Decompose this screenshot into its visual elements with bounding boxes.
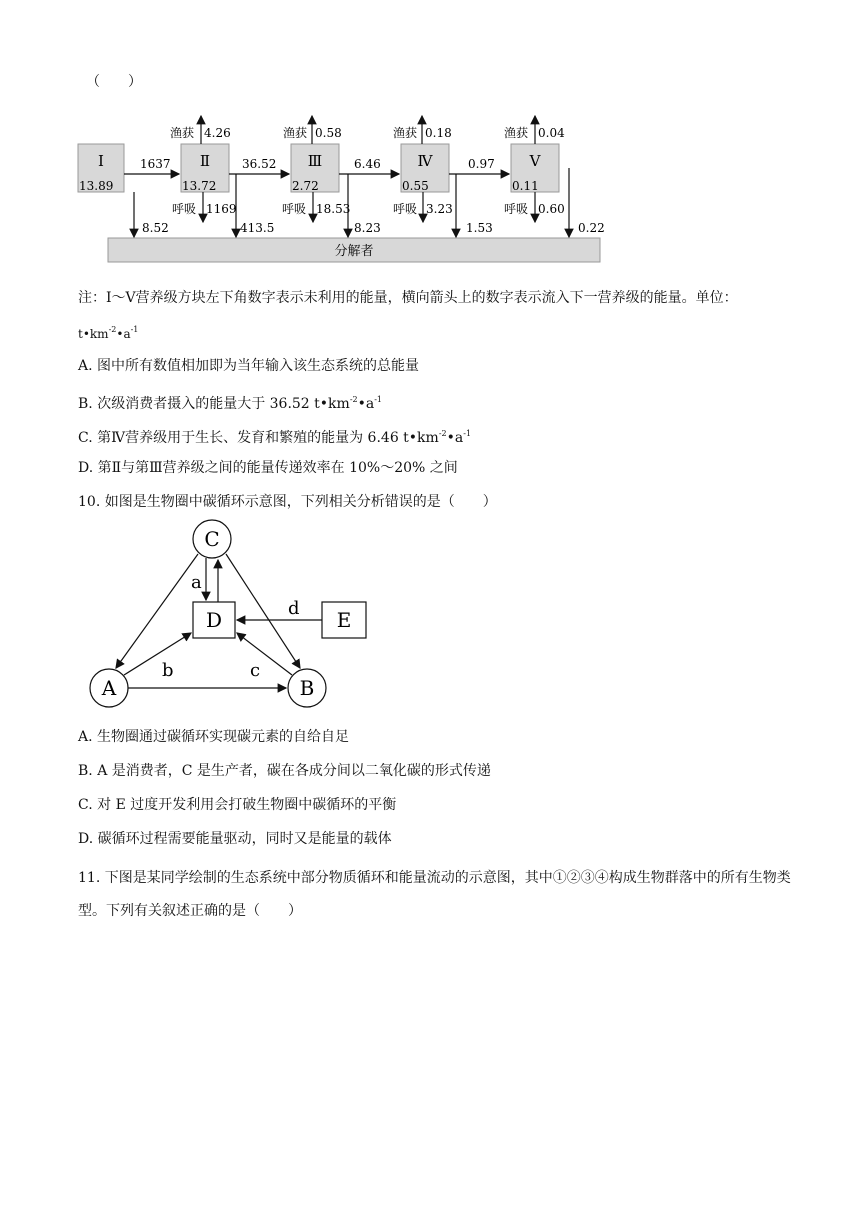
decomp-5: 0.22 — [578, 221, 605, 235]
catch-5: 0.04 — [538, 126, 565, 140]
catch-2: 4.26 — [204, 126, 231, 140]
q10-option-d: D. 碳循环过程需要能量驱动，同时又是能量的载体 — [78, 831, 392, 847]
svg-text:渔获: 渔获 — [283, 126, 308, 140]
top-bracket: （ ） — [86, 74, 142, 90]
svg-text:渔获: 渔获 — [170, 126, 195, 140]
edge-label-c: c — [250, 660, 261, 681]
resp-3: 18.53 — [316, 202, 351, 216]
q10-option-b: B. A 是消费者，C 是生产者，碳在各成分间以二氧化碳的形式传递 — [78, 763, 491, 779]
level-5-box — [511, 144, 559, 193]
svg-text:呼吸: 呼吸 — [172, 202, 197, 216]
edge-label-a: a — [191, 572, 202, 593]
svg-text:呼吸: 呼吸 — [504, 202, 529, 216]
decomp-4: 1.53 — [466, 221, 493, 235]
svg-text:Ⅱ: Ⅱ — [199, 152, 211, 170]
edge-label-d: d — [288, 598, 300, 619]
q9-option-b: B. 次级消费者摄入的能量大于 36.52 $t•km^{-2}•a^{-1}$ — [78, 395, 383, 412]
level-2-unused: 13.72 — [182, 179, 217, 193]
level-3-unused: 2.72 — [292, 179, 319, 193]
catch-4: 0.18 — [425, 126, 452, 140]
svg-text:C: C — [204, 527, 220, 551]
flow-2-3: 36.52 — [242, 157, 277, 171]
svg-text:渔获: 渔获 — [393, 126, 418, 140]
svg-text:Ⅰ: Ⅰ — [98, 152, 104, 170]
edge-label-b: b — [162, 660, 174, 681]
resp-2: 1169 — [206, 202, 237, 216]
q9-option-d: D. 第Ⅱ与第Ⅲ营养级之间的能量传递效率在 10%～20% 之间 — [78, 460, 458, 476]
diagram-note: 注：Ⅰ～Ⅴ营养级方块左下角数字表示未利用的能量，横向箭头上的数字表示流入下一营养级的能量。单位： — [78, 290, 738, 306]
svg-text:Ⅳ: Ⅳ — [417, 152, 433, 170]
level-2-box — [181, 144, 229, 193]
svg-text:Ⅲ: Ⅲ — [307, 152, 323, 170]
q9-option-a: A. 图中所有数值相加即为当年输入该生态系统的总能量 — [78, 358, 420, 374]
level-5-unused: 0.11 — [512, 179, 539, 193]
q11-stem: 11. 下图是某同学绘制的生态系统中部分物质循环和能量流动的示意图，其中①②③④构成生物群落中的所有生物类型。下列有关叙述正确的是（ ） — [78, 870, 791, 919]
q10-stem: 10. 如图是生物圈中碳循环示意图，下列相关分析错误的是（ ） — [78, 494, 497, 510]
catch-3: 0.58 — [315, 126, 342, 140]
energy-flow-diagram — [0, 104, 860, 264]
note-unit: $t•km^{-2}•a^{-1}$ — [78, 325, 139, 341]
level-1-box — [78, 144, 124, 193]
svg-text:D: D — [205, 608, 223, 632]
decomp-3: 8.23 — [354, 221, 381, 235]
q10-option-c: C. 对 E 过度开发利用会打破生物圈中碳循环的平衡 — [78, 797, 397, 813]
level-4-box — [401, 144, 449, 193]
carbon-cycle-diagram — [80, 518, 400, 718]
flow-4-5: 0.97 — [468, 157, 495, 171]
flow-3-4: 6.46 — [354, 157, 381, 171]
q10-option-a: A. 生物圈通过碳循环实现碳元素的自给自足 — [78, 729, 350, 745]
flow-1-2: 1637 — [140, 157, 171, 171]
resp-4: 3.23 — [426, 202, 453, 216]
q9-option-c: C. 第Ⅳ营养级用于生长、发育和繁殖的能量为 6.46 $t•km^{-2}•a^{-1}$ — [78, 429, 472, 446]
svg-text:呼吸: 呼吸 — [393, 202, 418, 216]
svg-text:呼吸: 呼吸 — [282, 202, 307, 216]
level-3-box — [291, 144, 339, 193]
svg-text:E: E — [336, 608, 352, 632]
decomp-1: 8.52 — [142, 221, 169, 235]
resp-5: 0.60 — [538, 202, 565, 216]
svg-text:A: A — [101, 676, 117, 700]
svg-text:B: B — [299, 676, 315, 700]
svg-text:Ⅴ: Ⅴ — [529, 152, 541, 170]
level-4-unused: 0.55 — [402, 179, 429, 193]
decomposer-label: 分解者 — [334, 244, 374, 259]
svg-text:渔获: 渔获 — [504, 126, 529, 140]
decomp-2: 413.5 — [240, 221, 275, 235]
level-1-unused: 13.89 — [79, 179, 114, 193]
